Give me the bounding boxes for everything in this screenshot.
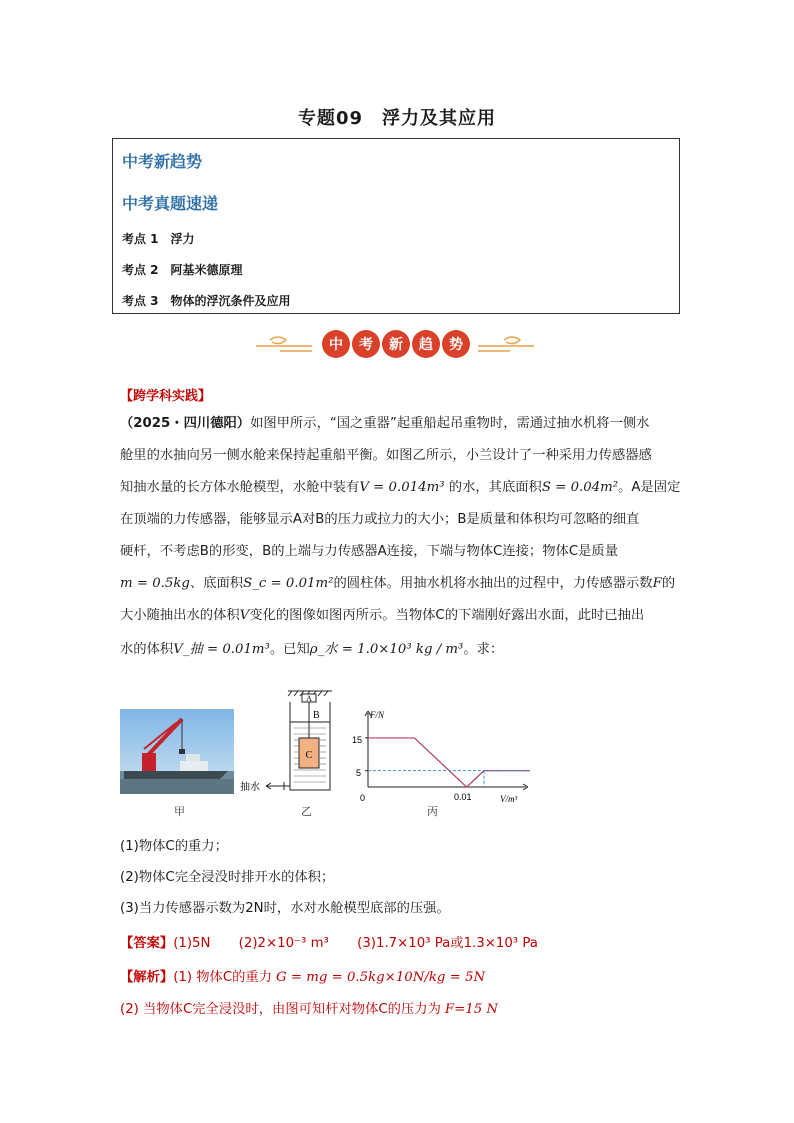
problem-line-3 — [120, 478, 690, 498]
pump-label: 抽水 — [240, 782, 260, 793]
text-segment: 。A是固定 — [618, 480, 681, 495]
text-segment: 变化的图像如图丙所示。当物体C的下端刚好露出水面，此时已抽出 — [249, 608, 645, 623]
series-line — [368, 738, 530, 787]
y-tick-5: 5 — [356, 768, 362, 778]
label-B: B — [313, 710, 320, 721]
analysis-line-1 — [120, 966, 485, 985]
banner-char: 中 — [329, 337, 343, 353]
toc-item-1[interactable]: 考点 1 浮力 — [122, 232, 195, 246]
page-title: 专题09 浮力及其应用 — [297, 108, 497, 129]
analysis-text: (1) 物体C的重力 — [173, 970, 273, 985]
toc-item-2[interactable]: 考点 2 阿基米德原理 — [122, 263, 243, 277]
text-segment: 的圆柱体。用抽水机将水抽出的过程中，力传感器示数 — [333, 576, 653, 591]
analysis-text: (2) 当物体C完全浸没时，由图可知杆对物体C的压力为 — [120, 1002, 441, 1017]
text-segment: 水的体积 — [120, 642, 174, 657]
symbol-V: V — [239, 608, 250, 623]
banner-right-ornament — [478, 337, 534, 351]
text-segment: 大小随抽出水的体积 — [120, 608, 240, 623]
problem-source: （2025・四川德阳） — [120, 416, 251, 431]
problem-line-2: 舱里的水抽向另一侧水舱来保持起重船平衡。如图乙所示，小兰设计了一种采用力传感器感 — [120, 448, 652, 463]
answer-label: 【答案】 — [120, 936, 174, 951]
force-volume-graph — [350, 705, 530, 807]
analysis-line-2 — [120, 998, 498, 1017]
section-tag: 【跨学科实践】 — [120, 389, 212, 404]
figure-caption-yi: 乙 — [301, 805, 312, 818]
label-A: A — [306, 694, 312, 703]
problem-line-7 — [120, 606, 690, 626]
symbol-F: F — [652, 576, 662, 591]
analysis-label: 【解析】 — [120, 970, 174, 985]
formula-weight: G = mg = 0.5kg×10N/kg = 5N — [276, 970, 486, 985]
answer-line — [120, 932, 538, 951]
text-segment: 知抽水量的长方体水舱模型，水舱中装有 — [120, 480, 360, 495]
problem-line-1 — [120, 414, 690, 434]
tank-diagram — [240, 688, 340, 800]
y-axis-label: F/N — [370, 710, 385, 720]
origin-label: 0 — [360, 793, 366, 803]
answer-3: (3)1.7×10³ Pa或1.3×10³ Pa — [357, 936, 538, 951]
formula-mass: m = 0.5kg — [120, 576, 190, 591]
formula-area: S = 0.04m² — [541, 480, 619, 495]
question-3: (3)当力传感器示数为2N时，水对水舱模型底部的压强。 — [120, 901, 450, 916]
banner-left-ornament — [256, 337, 312, 351]
toc-box — [112, 138, 680, 314]
answer-2: (2)2×10⁻³ m³ — [238, 936, 329, 951]
formula-base-area: S_c = 0.01m² — [243, 576, 334, 591]
banner-char: 新 — [389, 337, 403, 353]
x-axis-label: V/m³ — [500, 794, 518, 804]
x-tick-0.01: 0.01 — [454, 792, 472, 802]
problem-text: 如图甲所示，“国之重器”起重船起吊重物时，需通过抽水机将一侧水 — [250, 416, 650, 431]
toc-heading-real-questions[interactable]: 中考真题速递 — [122, 194, 219, 213]
problem-line-6 — [120, 574, 690, 594]
problem-line-5: 硬杆，不考虑B的形变，B的上端与力传感器A连接，下端与物体C连接；物体C是质量 — [120, 544, 619, 559]
banner-char: 趋 — [419, 337, 433, 353]
text-segment: 。求： — [463, 642, 504, 657]
problem-line-4: 在顶端的力传感器，能够显示A对B的压力或拉力的大小；B是质量和体积均可忽略的细直 — [120, 512, 640, 527]
label-C: C — [305, 750, 313, 761]
question-1: (1)物体C的重力； — [120, 839, 228, 854]
formula-pumped-volume: V_抽 = 0.01m³ — [173, 642, 270, 657]
formula-volume: V = 0.014m³ — [359, 480, 445, 495]
formula-water-density: ρ_水 = 1.0×10³ kg / m³ — [309, 642, 464, 657]
banner-char: 考 — [359, 337, 373, 353]
figure-caption-bing: 丙 — [427, 805, 438, 818]
crane-ship-photo — [120, 709, 234, 794]
text-segment: 的 — [661, 576, 676, 591]
problem-line-8 — [120, 640, 690, 660]
text-segment: 、底面积 — [189, 576, 244, 591]
formula-force: F=15 N — [444, 1002, 499, 1017]
answer-1: (1)5N — [173, 936, 211, 951]
text-segment: 。已知 — [269, 642, 310, 657]
question-2: (2)物体C完全浸没时排开水的体积； — [120, 870, 335, 885]
banner-char: 势 — [449, 337, 463, 353]
y-tick-15: 15 — [352, 735, 363, 745]
text-segment: 的水，其底面积 — [444, 480, 542, 495]
toc-item-3[interactable]: 考点 3 物体的浮沉条件及应用 — [122, 294, 291, 308]
toc-heading-trend[interactable]: 中考新趋势 — [122, 152, 203, 171]
section-banner — [250, 326, 540, 362]
figure-caption-jia: 甲 — [174, 805, 185, 818]
